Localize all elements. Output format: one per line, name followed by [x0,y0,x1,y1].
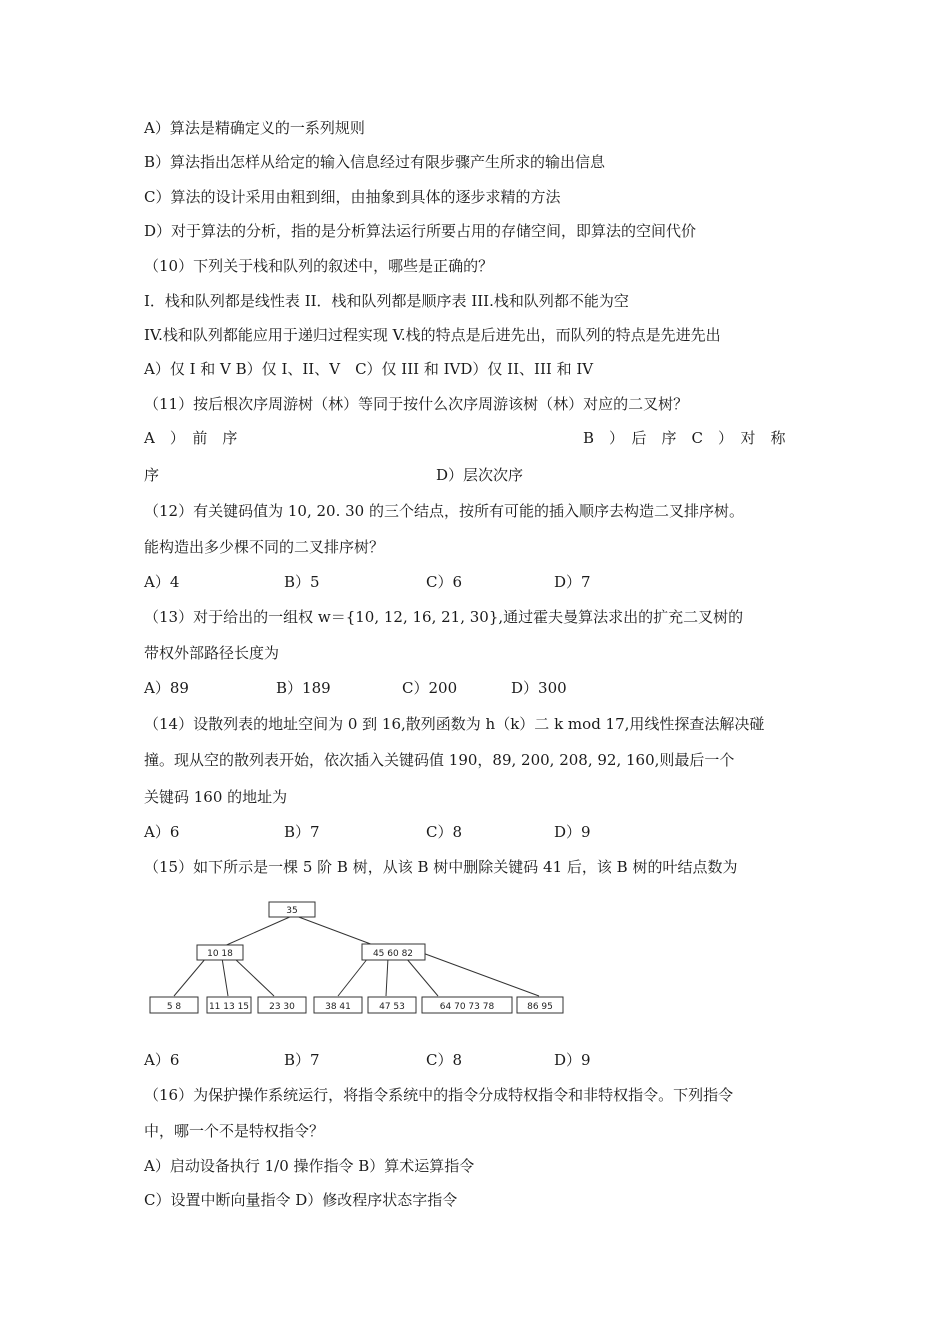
q10-statements-2: IV.栈和队列都能应用于递归过程实现 V.栈的特点是后进先出，而队列的特点是先进先出 [144,326,721,344]
q9-option-c: C）算法的设计采用由粗到细，由抽象到具体的逐步求精的方法 [144,188,561,206]
edge-r-4 [420,952,539,996]
edge-l-1 [174,958,206,996]
edge-r-3 [406,958,438,996]
edge-l-2 [222,958,228,996]
q14-question-1: （14）设散列表的地址空间为 0 到 16,散列函数为 h（k）二 k mod 17,用线性探查法解决碰 [144,715,765,733]
q9-option-a: A）算法是精确定义的一系列规则 [144,119,365,137]
q12-question-2: 能构造出多少棵不同的二叉排序树？ [144,538,385,556]
q15-option-b: B）7 [284,1051,320,1069]
q15-question: （15）如下所示是一棵 5 阶 B 树，从该 B 树中删除关键码 41 后，该 B 树的叶结点数为 [144,858,738,876]
b-tree-internal-keys-left: 10 18 [207,949,233,959]
q11-option-a: A ） 前 序 [144,429,238,447]
q15-option-c: C）8 [426,1051,463,1069]
q15-option-a: A）6 [144,1051,180,1069]
b-tree-leaf-keys: 38 41 [325,1002,351,1012]
q14-option-b: B）7 [284,823,320,841]
edge-root-right [296,916,376,946]
q13-option-a: A）89 [144,679,189,697]
q11-option-c-end: 序 [144,466,160,484]
q12-option-c: C）6 [426,573,463,591]
q13-option-d: D）300 [511,679,567,697]
q11-option-bc: B ） 后 序 C ） 对 称 [583,429,786,447]
q13-option-b: B）189 [276,679,331,697]
q14-question-2: 撞。现从空的散列表开始，依次插入关键码值 190，89, 200, 208, 92, 160,则最后一个 [144,751,735,769]
edge-root-left [222,916,292,947]
b-tree-diagram [144,890,569,1020]
q16-question-2: 中，哪一个不是特权指令？ [144,1122,325,1140]
q9-option-b: B）算法指出怎样从给定的输入信息经过有限步骤产生所求的输出信息 [144,153,606,171]
q10-options: A）仅 I 和 V B）仅 I、II、V C）仅 III 和 IVD）仅 II、III 和 IV [144,360,594,378]
edge-r-2 [386,958,388,996]
q12-option-a: A）4 [144,573,180,591]
q15-option-d: D）9 [554,1051,591,1069]
q14-option-d: D）9 [554,823,591,841]
q16-options-ab: A）启动设备执行 1/0 操作指令 B）算术运算指令 [144,1157,475,1175]
q11-option-d: D）层次次序 [436,466,524,484]
q12-option-b: B）5 [284,573,320,591]
b-tree-root-keys: 35 [286,906,298,916]
b-tree-leaf-keys: 23 30 [269,1002,295,1012]
q10-statements-1: I．栈和队列都是线性表 II．栈和队列都是顺序表 III.栈和队列都不能为空 [144,292,629,310]
q14-option-c: C）8 [426,823,463,841]
edge-r-1 [338,958,368,996]
q16-question-1: （16）为保护操作系统运行，将指令系统中的指令分成特权指令和非特权指令。下列指令 [144,1086,734,1104]
q16-options-cd: C）设置中断向量指令 D）修改程序状态字指令 [144,1191,458,1209]
q12-option-d: D）7 [554,573,591,591]
b-tree-leaf-keys: 86 95 [527,1002,553,1012]
b-tree-leaf-keys: 47 53 [379,1002,405,1012]
b-tree-leaf-keys: 11 13 15 [208,1002,250,1012]
q12-question-1: （12）有关键码值为 10, 20. 30 的三个结点，按所有可能的插入顺序去构造二叉排序树。 [144,502,744,520]
q11-question: （11）按后根次序周游树（林）等同于按什么次序周游该树（林）对应的二叉树？ [144,395,689,413]
q13-question-2: 带权外部路径长度为 [144,644,280,662]
q14-question-3: 关键码 160 的地址为 [144,788,288,806]
b-tree-leaf-keys: 64 70 73 78 [439,1002,495,1012]
q10-question: （10）下列关于栈和队列的叙述中，哪些是正确的？ [144,257,494,275]
q13-option-c: C）200 [402,679,458,697]
q14-option-a: A）6 [144,823,180,841]
edge-l-3 [234,958,274,996]
q13-question-1: （13）对于给出的一组权 w＝{10, 12, 16, 21, 30},通过霍夫曼算法求出的扩充二叉树的 [144,608,744,626]
b-tree-internal-keys-right: 45 60 82 [372,949,414,959]
b-tree-leaf-keys: 5 8 [166,1002,182,1012]
q9-option-d: D）对于算法的分析，指的是分析算法运行所要占用的存储空间，即算法的空间代价 [144,222,697,240]
